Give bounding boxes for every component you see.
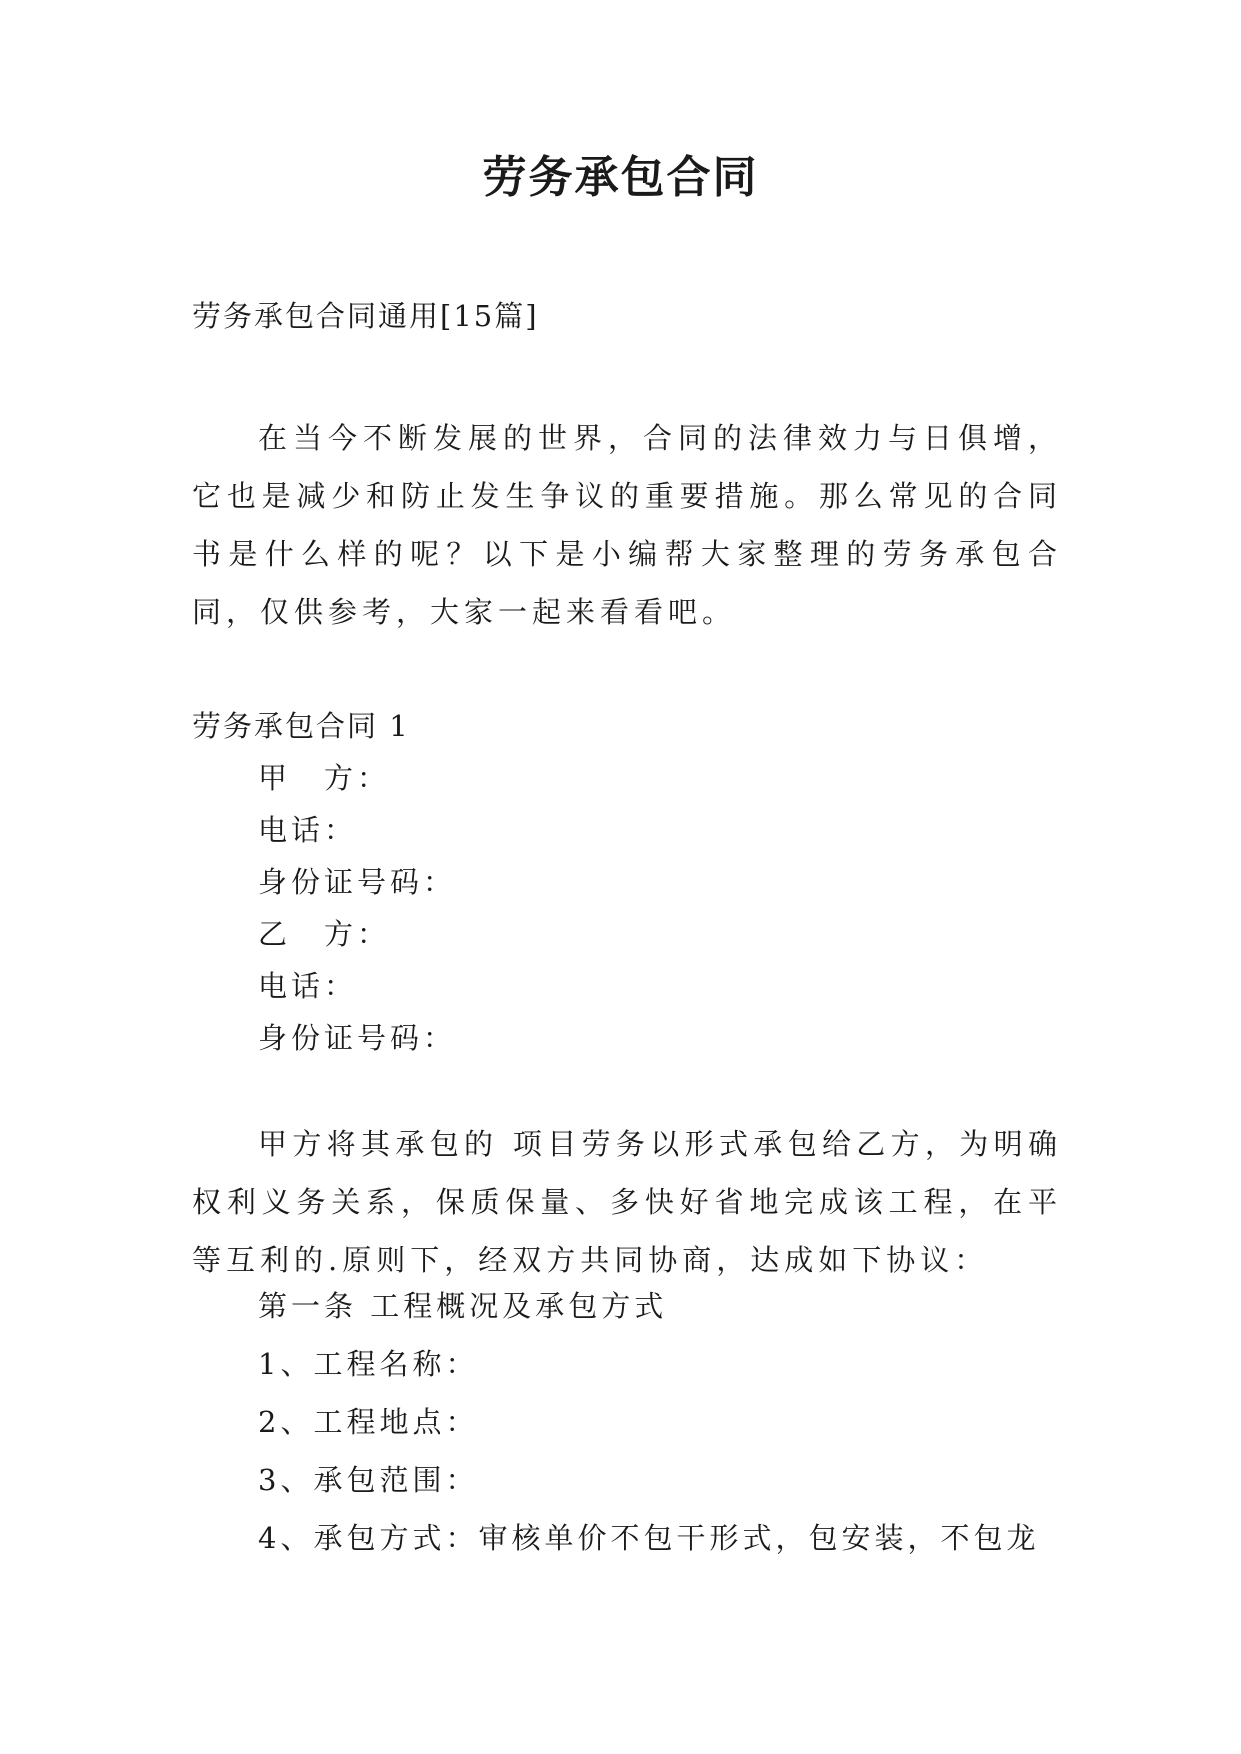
- document-subtitle: 劳务承包合同通用[15篇]: [192, 299, 539, 333]
- party-a-phone-field: 电话：: [258, 813, 358, 847]
- intro-paragraph: 在当今不断发展的世界，合同的法律效力与日俱增，它也是减少和防止发生争议的重要措施。那么常见的合同书是什么样的呢？以下是小编帮大家整理的劳务承包合同，仅供参考，大家一起来看看吧。: [192, 421, 1062, 629]
- article-1-heading: 第一条 工程概况及承包方式: [258, 1289, 668, 1323]
- party-b-id-field: 身份证号码：: [258, 1021, 457, 1055]
- article-1-item: 1、工程名称：: [258, 1347, 479, 1381]
- article-1-item: 2、工程地点：: [258, 1405, 479, 1439]
- party-b-phone-field: 电话：: [258, 969, 358, 1003]
- article-1-item: 4、承包方式：审核单价不包干形式，包安装，不包龙: [258, 1521, 1040, 1555]
- party-b-field: 乙 方：: [258, 917, 391, 951]
- agreement-paragraph: 甲方将其承包的 项目劳务以形式承包给乙方，为明确权利义务关系，保质保量、多快好省地完成该工程，在平等互利的.原则下，经双方共同协商，达成如下协议：: [192, 1127, 1062, 1277]
- article-1-item: 3、承包范围：: [258, 1463, 479, 1497]
- party-a-id-field: 身份证号码：: [258, 865, 457, 899]
- document-title: 劳务承包合同: [482, 152, 759, 203]
- section-title: 劳务承包合同 1: [192, 709, 410, 743]
- party-a-field: 甲 方：: [258, 761, 391, 795]
